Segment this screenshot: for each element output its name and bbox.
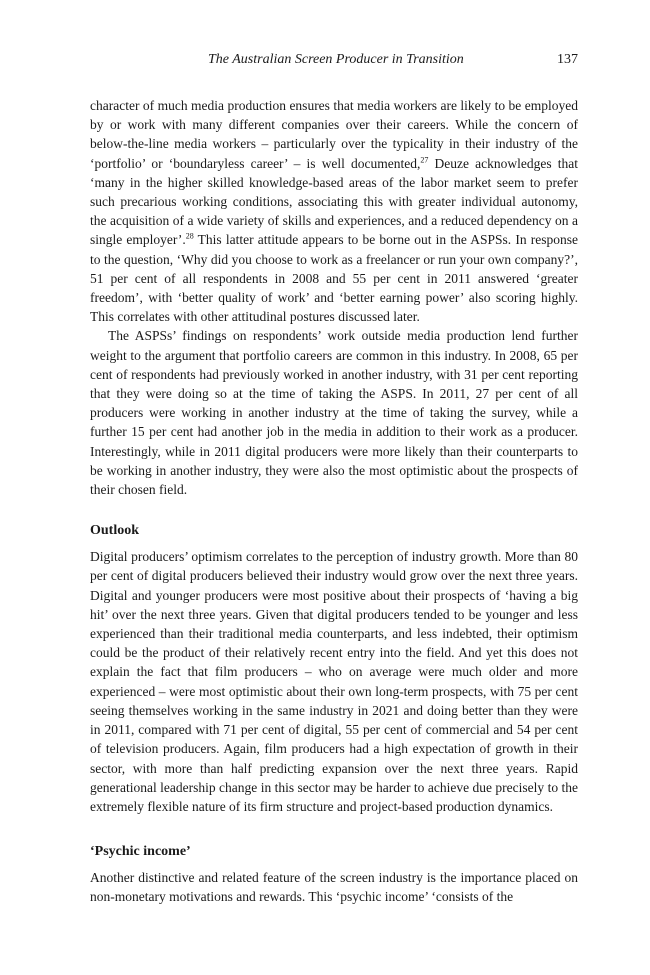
- paragraph-2: The ASPSs’ findings on respondents’ work outside media production lend further weight to the argument that portfolio careers are common in this industry. In 2008, 65 per cent of respondents had previously worked in another industry, with 31 per cent reporting that they were doing so at the time of taking the ASPS. In 2011, 27 per cent of all producers were working in another industry at the time of taking the survey, while a further 15 per cent had another job in the media in addition to their work as a producer. Interestingly, while in 2011 digital producers were more likely than their counterparts to be working in another industry, they were also the most optimistic about the prospects of their chosen field.: [90, 328, 578, 498]
- footnote-ref-28[interactable]: 28: [185, 231, 194, 241]
- running-title: The Australian Screen Producer in Transition: [208, 52, 464, 67]
- paragraph-4: Another distinctive and related feature of the screen industry is the importance placed on non-monetary motivations and rewards. This ‘psychic income’ ‘consists of the: [90, 870, 578, 905]
- paragraph-1: [90, 96, 578, 326]
- paragraph-1-part-a: character of much media production ensures that media workers are likely to be employed by or work with many different companies over their careers. While the concern of below-the-line media workers – particularly over the typicality in their industry of the ‘portfolio’ or ‘boundaryless career’ – is well documented,: [90, 98, 578, 171]
- paragraph-1-part-b: Deuze acknowledges that ‘many in the higher skilled knowledge-based areas of the labor market seem to prefer such precarious working conditions, associating this with greater individual autonomy, the acquisition of a wide variety of skills and experiences, and a reduced dependency on a single employer’.: [90, 155, 578, 248]
- paragraph-1-part-c: This latter attitude appears to be borne out in the ASPSs. In response to the question, ‘Why did you choose to work as a freelancer or run your own company?’, 51 per cent of all respondents in 2008 and 55 per cent in 2011 answered ‘greater freedom’, with ‘better quality of work’ and ‘better earning power’ also scoring highly. This correlates with other attitudinal postures discussed later.: [90, 232, 578, 325]
- running-header: [90, 52, 578, 74]
- page-number: 137: [557, 52, 578, 67]
- footnote-ref-27[interactable]: 27: [420, 155, 429, 165]
- paragraph-3: Digital producers’ optimism correlates to the perception of industry growth. More than 80 per cent of digital producers believed their industry would grow over the next three years. Digital and younger producers were most positive about their prospects of ‘having a big hit’ over the next three years. Given that digital producers tended to be younger and less experienced than their traditional media counterparts, and less indebted, their optimism could be the product of their relatively recent entry into the field. And yet this does not explain the fact that film producers – who on average were much older and more experienced – were most optimistic about their own long-term prospects, with 75 per cent seeing themselves working in the same industry in 2021 and doing better than they were in 2011, compared with 71 per cent of digital, 55 per cent of commercial and 54 per cent of television producers. Again, film producers had a high expectation of growth in their sector, with more than half predicting expansion over the next three years. Rapid generational leadership change in this sector may be harder to achieve due precisely to the extremely flexible nature of its firm structure and project-based production dynamics.: [90, 549, 578, 814]
- section-heading-outlook: Outlook: [90, 523, 140, 539]
- body-text: [90, 96, 578, 907]
- section-heading-psychic-income: ‘Psychic income’: [90, 844, 191, 860]
